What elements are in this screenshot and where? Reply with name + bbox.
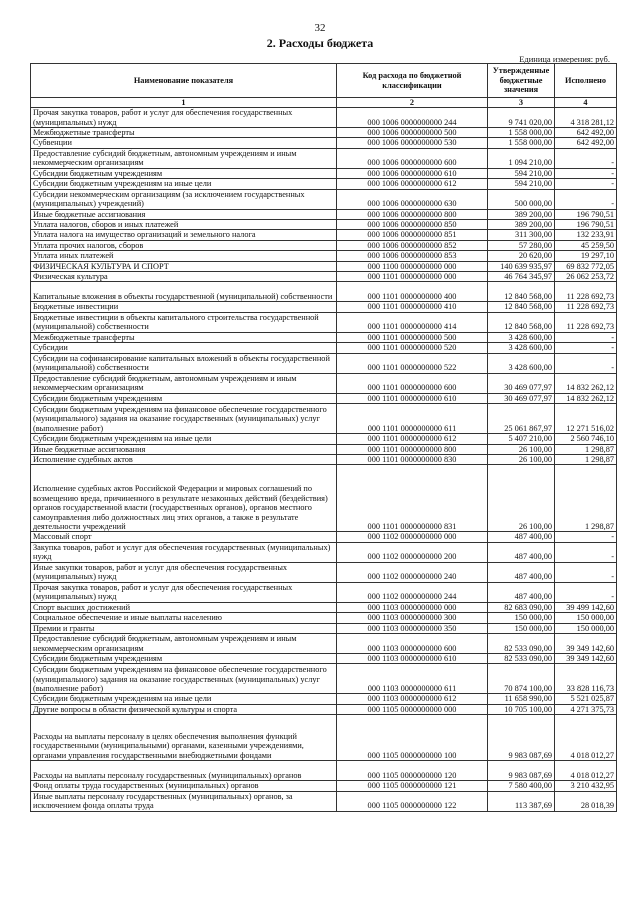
row-executed: 14 832 262,12 bbox=[555, 393, 617, 403]
row-approved: 594 210,00 bbox=[488, 168, 555, 178]
row-code: 000 1101 0000000000 611 bbox=[337, 404, 488, 434]
row-code: 000 1103 0000000000 610 bbox=[337, 653, 488, 663]
table-row bbox=[31, 791, 617, 811]
row-name: Массовый спорт bbox=[31, 532, 337, 542]
row-approved: 10 705 100,00 bbox=[488, 704, 555, 714]
table-row bbox=[31, 189, 617, 209]
row-approved: 140 639 935,97 bbox=[488, 261, 555, 271]
row-approved: 7 580 400,00 bbox=[488, 781, 555, 791]
row-code: 000 1103 0000000000 612 bbox=[337, 694, 488, 704]
row-executed: 4 018 012,27 bbox=[555, 715, 617, 761]
table-row bbox=[31, 261, 617, 271]
row-code: 000 1101 0000000000 610 bbox=[337, 393, 488, 403]
row-name: Иные закупки товаров, работ и услуг для обеспечения государственных (муниципальных) нужд bbox=[31, 562, 337, 582]
table-row bbox=[31, 148, 617, 168]
table-row bbox=[31, 542, 617, 562]
row-approved: 3 428 600,00 bbox=[488, 332, 555, 342]
row-code: 000 1101 0000000000 522 bbox=[337, 353, 488, 373]
row-code: 000 1102 0000000000 240 bbox=[337, 562, 488, 582]
row-name: Исполнение судебных актов bbox=[31, 454, 337, 464]
row-name: Бюджетные инвестиции bbox=[31, 302, 337, 312]
row-approved: 82 533 090,00 bbox=[488, 653, 555, 663]
row-approved: 9 741 020,00 bbox=[488, 108, 555, 128]
row-approved: 113 387,69 bbox=[488, 791, 555, 811]
row-code: 000 1006 0000000000 850 bbox=[337, 220, 488, 230]
row-code: 000 1102 0000000000 244 bbox=[337, 582, 488, 602]
row-name: Межбюджетные трансферты bbox=[31, 332, 337, 342]
row-name: Спорт высших достижений bbox=[31, 602, 337, 612]
row-name: Субвенции bbox=[31, 138, 337, 148]
header-approved: Утвержденные бюджетные значения bbox=[488, 64, 555, 98]
row-name: Субсидии некоммерческим организациям (за исключением государственных (муниципальных) учреждений) bbox=[31, 189, 337, 209]
row-executed: 1 298,87 bbox=[555, 465, 617, 532]
row-name: Фонд оплаты труда государственных (муниципальных) органов bbox=[31, 781, 337, 791]
row-code: 000 1103 0000000000 611 bbox=[337, 664, 488, 694]
row-executed: 196 790,51 bbox=[555, 220, 617, 230]
row-executed: 19 297,10 bbox=[555, 251, 617, 261]
row-name: Иные бюджетные ассигнования bbox=[31, 444, 337, 454]
row-code: 000 1101 0000000000 500 bbox=[337, 332, 488, 342]
row-code: 000 1006 0000000000 851 bbox=[337, 230, 488, 240]
row-executed: - bbox=[555, 353, 617, 373]
row-name: Субсидии бюджетным учреждениям на финансовое обеспечение государственного (муниципального) задания на оказание государственных (муниципальных) услуг (выполнение работ) bbox=[31, 664, 337, 694]
row-name: Субсидии бюджетным учреждениям bbox=[31, 393, 337, 403]
row-name: Субсидии на софинансирование капитальных вложений в объекты государственной (муниципальной) собственности bbox=[31, 353, 337, 373]
table-row bbox=[31, 209, 617, 219]
row-executed: 39 349 142,60 bbox=[555, 653, 617, 663]
row-code: 000 1006 0000000000 630 bbox=[337, 189, 488, 209]
row-code: 000 1103 0000000000 300 bbox=[337, 613, 488, 623]
column-number: 3 bbox=[488, 98, 555, 108]
row-approved: 150 000,00 bbox=[488, 613, 555, 623]
header-code: Код расхода по бюджетной классификации bbox=[337, 64, 488, 98]
row-code: 000 1006 0000000000 530 bbox=[337, 138, 488, 148]
row-executed: 14 832 262,12 bbox=[555, 373, 617, 393]
row-executed: 4 271 375,73 bbox=[555, 704, 617, 714]
row-approved: 487 400,00 bbox=[488, 542, 555, 562]
row-approved: 389 200,00 bbox=[488, 209, 555, 219]
table-row bbox=[31, 272, 617, 282]
units-label: Единица измерения: руб. bbox=[519, 54, 610, 64]
row-name: Субсидии bbox=[31, 343, 337, 353]
row-name: Субсидии бюджетным учреждениям на финансовое обеспечение государственного (муниципального) задания на оказание государственных (муниципальных) услуг (выполнение работ) bbox=[31, 404, 337, 434]
column-number: 2 bbox=[337, 98, 488, 108]
row-name: Социальное обеспечение и иные выплаты населению bbox=[31, 613, 337, 623]
row-executed: - bbox=[555, 189, 617, 209]
table-row bbox=[31, 373, 617, 393]
row-code: 000 1006 0000000000 853 bbox=[337, 251, 488, 261]
table-row bbox=[31, 633, 617, 653]
row-code: 000 1101 0000000000 600 bbox=[337, 373, 488, 393]
row-name: Бюджетные инвестиции в объекты капитального строительства государственной (муниципальной) собственности bbox=[31, 312, 337, 332]
row-approved: 11 658 990,00 bbox=[488, 694, 555, 704]
row-executed: 45 259,50 bbox=[555, 240, 617, 250]
row-code: 000 1006 0000000000 800 bbox=[337, 209, 488, 219]
row-approved: 594 210,00 bbox=[488, 179, 555, 189]
row-executed: 39 349 142,60 bbox=[555, 633, 617, 653]
table-row bbox=[31, 602, 617, 612]
row-approved: 487 400,00 bbox=[488, 582, 555, 602]
row-code: 000 1006 0000000000 600 bbox=[337, 148, 488, 168]
table-row bbox=[31, 434, 617, 444]
row-executed: 69 832 772,05 bbox=[555, 261, 617, 271]
row-name: Прочая закупка товаров, работ и услуг для обеспечения государственных (муниципальных) нужд bbox=[31, 108, 337, 128]
row-name: Субсидии бюджетным учреждениям bbox=[31, 168, 337, 178]
row-code: 000 1101 0000000000 400 bbox=[337, 282, 488, 302]
table-row bbox=[31, 353, 617, 373]
row-name: Предоставление субсидий бюджетным, автономным учреждениям и иным некоммерческим организациям bbox=[31, 373, 337, 393]
row-executed: 12 271 516,02 bbox=[555, 404, 617, 434]
row-approved: 1 558 000,00 bbox=[488, 138, 555, 148]
row-approved: 5 407 210,00 bbox=[488, 434, 555, 444]
row-executed: 11 228 692,73 bbox=[555, 312, 617, 332]
row-executed: 26 062 253,72 bbox=[555, 272, 617, 282]
row-name: Иные бюджетные ассигнования bbox=[31, 209, 337, 219]
table-row bbox=[31, 454, 617, 464]
row-code: 000 1105 0000000000 120 bbox=[337, 761, 488, 781]
row-name: Физическая культура bbox=[31, 272, 337, 282]
table-row bbox=[31, 465, 617, 532]
column-number: 1 bbox=[31, 98, 337, 108]
page-title: 2. Расходы бюджета bbox=[266, 36, 374, 50]
row-approved: 150 000,00 bbox=[488, 623, 555, 633]
row-approved: 57 280,00 bbox=[488, 240, 555, 250]
row-code: 000 1101 0000000000 000 bbox=[337, 272, 488, 282]
row-code: 000 1103 0000000000 600 bbox=[337, 633, 488, 653]
row-approved: 26 100,00 bbox=[488, 444, 555, 454]
row-code: 000 1103 0000000000 350 bbox=[337, 623, 488, 633]
row-name: Уплата иных платежей bbox=[31, 251, 337, 261]
row-approved: 487 400,00 bbox=[488, 532, 555, 542]
row-executed: - bbox=[555, 532, 617, 542]
table-row bbox=[31, 404, 617, 434]
row-approved: 30 469 077,97 bbox=[488, 373, 555, 393]
row-code: 000 1006 0000000000 610 bbox=[337, 168, 488, 178]
row-executed: 1 298,87 bbox=[555, 444, 617, 454]
row-code: 000 1101 0000000000 831 bbox=[337, 465, 488, 532]
row-executed: - bbox=[555, 542, 617, 562]
row-name: Предоставление субсидий бюджетным, автономным учреждениям и иным некоммерческим организациям bbox=[31, 148, 337, 168]
row-executed: 196 790,51 bbox=[555, 209, 617, 219]
row-executed: 33 828 116,73 bbox=[555, 664, 617, 694]
table-row bbox=[31, 240, 617, 250]
row-code: 000 1103 0000000000 000 bbox=[337, 602, 488, 612]
row-executed: 150 000,00 bbox=[555, 623, 617, 633]
table-row bbox=[31, 623, 617, 633]
row-approved: 26 100,00 bbox=[488, 454, 555, 464]
row-name: Субсидии бюджетным учреждениям на иные цели bbox=[31, 179, 337, 189]
table-row bbox=[31, 230, 617, 240]
row-executed: - bbox=[555, 179, 617, 189]
row-approved: 25 061 867,97 bbox=[488, 404, 555, 434]
row-executed: - bbox=[555, 343, 617, 353]
row-name: Другие вопросы в области физической культуры и спорта bbox=[31, 704, 337, 714]
page-number: 32 bbox=[314, 22, 326, 34]
table-row bbox=[31, 393, 617, 403]
table-row bbox=[31, 332, 617, 342]
row-name: ФИЗИЧЕСКАЯ КУЛЬТУРА И СПОРТ bbox=[31, 261, 337, 271]
table-row bbox=[31, 302, 617, 312]
row-approved: 26 100,00 bbox=[488, 465, 555, 532]
row-executed: 3 210 432,95 bbox=[555, 781, 617, 791]
row-name: Субсидии бюджетным учреждениям bbox=[31, 653, 337, 663]
row-approved: 1 558 000,00 bbox=[488, 128, 555, 138]
row-code: 000 1006 0000000000 852 bbox=[337, 240, 488, 250]
row-executed: 28 018,39 bbox=[555, 791, 617, 811]
row-approved: 12 840 568,00 bbox=[488, 312, 555, 332]
row-name: Уплата налогов, сборов и иных платежей bbox=[31, 220, 337, 230]
row-code: 000 1101 0000000000 414 bbox=[337, 312, 488, 332]
row-name: Уплата налога на имущество организаций и земельного налога bbox=[31, 230, 337, 240]
row-name: Исполнение судебных актов Российской Федерации и мировых соглашений по возмещению вреда, причиненного в результате незаконных действий (бездействия) органов государственной власти (государственных органов), органов местного самоуправления либо должностных лиц этих органов, а также в результате деятельности учреждений bbox=[31, 465, 337, 532]
row-executed: 4 318 281,12 bbox=[555, 108, 617, 128]
row-code: 000 1100 0000000000 000 bbox=[337, 261, 488, 271]
row-approved: 500 000,00 bbox=[488, 189, 555, 209]
row-executed: 642 492,00 bbox=[555, 128, 617, 138]
row-executed: - bbox=[555, 582, 617, 602]
table-row bbox=[31, 282, 617, 302]
row-executed: 132 233,91 bbox=[555, 230, 617, 240]
row-executed: 5 521 025,87 bbox=[555, 694, 617, 704]
row-code: 000 1105 0000000000 000 bbox=[337, 704, 488, 714]
row-executed: - bbox=[555, 562, 617, 582]
table-row bbox=[31, 312, 617, 332]
row-code: 000 1105 0000000000 121 bbox=[337, 781, 488, 791]
table-row bbox=[31, 168, 617, 178]
table-row bbox=[31, 653, 617, 663]
row-code: 000 1101 0000000000 830 bbox=[337, 454, 488, 464]
row-name: Предоставление субсидий бюджетным, автономным учреждениям и иным некоммерческим организациям bbox=[31, 633, 337, 653]
row-name: Закупка товаров, работ и услуг для обеспечения государственных (муниципальных) нужд bbox=[31, 542, 337, 562]
row-approved: 9 983 087,69 bbox=[488, 761, 555, 781]
row-approved: 9 983 087,69 bbox=[488, 715, 555, 761]
row-code: 000 1006 0000000000 612 bbox=[337, 179, 488, 189]
row-approved: 30 469 077,97 bbox=[488, 393, 555, 403]
row-executed: 11 228 692,73 bbox=[555, 302, 617, 312]
row-code: 000 1105 0000000000 122 bbox=[337, 791, 488, 811]
row-approved: 12 840 568,00 bbox=[488, 302, 555, 312]
header-name: Наименование показателя bbox=[31, 64, 337, 98]
row-executed: 150 000,00 bbox=[555, 613, 617, 623]
row-approved: 46 764 345,97 bbox=[488, 272, 555, 282]
row-name: Расходы на выплаты персоналу государственных (муниципальных) органов bbox=[31, 761, 337, 781]
row-code: 000 1101 0000000000 800 bbox=[337, 444, 488, 454]
table-row bbox=[31, 444, 617, 454]
table-row bbox=[31, 532, 617, 542]
row-code: 000 1101 0000000000 520 bbox=[337, 343, 488, 353]
row-name: Капитальные вложения в объекты государственной (муниципальной) собственности bbox=[31, 282, 337, 302]
table-row bbox=[31, 613, 617, 623]
row-approved: 82 683 090,00 bbox=[488, 602, 555, 612]
row-executed: - bbox=[555, 148, 617, 168]
row-name: Премии и гранты bbox=[31, 623, 337, 633]
table-row bbox=[31, 694, 617, 704]
row-executed: 1 298,87 bbox=[555, 454, 617, 464]
expenses-table bbox=[30, 63, 617, 812]
row-name: Иные выплаты персоналу государственных (муниципальных) органов, за исключением фонда оплаты труда bbox=[31, 791, 337, 811]
row-approved: 1 094 210,00 bbox=[488, 148, 555, 168]
row-approved: 3 428 600,00 bbox=[488, 353, 555, 373]
table-row bbox=[31, 761, 617, 781]
table-row bbox=[31, 582, 617, 602]
table-row bbox=[31, 343, 617, 353]
row-executed: - bbox=[555, 332, 617, 342]
row-approved: 487 400,00 bbox=[488, 562, 555, 582]
table-row bbox=[31, 138, 617, 148]
row-code: 000 1101 0000000000 410 bbox=[337, 302, 488, 312]
table-row bbox=[31, 251, 617, 261]
table-row bbox=[31, 562, 617, 582]
row-name: Уплата прочих налогов, сборов bbox=[31, 240, 337, 250]
row-approved: 20 620,00 bbox=[488, 251, 555, 261]
row-approved: 70 874 100,00 bbox=[488, 664, 555, 694]
row-code: 000 1006 0000000000 500 bbox=[337, 128, 488, 138]
row-executed: 4 018 012,27 bbox=[555, 761, 617, 781]
row-executed: 11 228 692,73 bbox=[555, 282, 617, 302]
row-code: 000 1102 0000000000 000 bbox=[337, 532, 488, 542]
row-approved: 311 300,00 bbox=[488, 230, 555, 240]
table-row bbox=[31, 704, 617, 714]
header-row bbox=[31, 64, 617, 98]
row-code: 000 1105 0000000000 100 bbox=[337, 715, 488, 761]
table-row bbox=[31, 108, 617, 128]
table-row bbox=[31, 220, 617, 230]
row-approved: 3 428 600,00 bbox=[488, 343, 555, 353]
row-approved: 82 533 090,00 bbox=[488, 633, 555, 653]
row-name: Прочая закупка товаров, работ и услуг для обеспечения государственных (муниципальных) нужд bbox=[31, 582, 337, 602]
row-executed: 39 499 142,60 bbox=[555, 602, 617, 612]
column-number-row bbox=[31, 98, 617, 108]
row-executed: - bbox=[555, 168, 617, 178]
column-number: 4 bbox=[555, 98, 617, 108]
row-code: 000 1102 0000000000 200 bbox=[337, 542, 488, 562]
table-row bbox=[31, 128, 617, 138]
row-executed: 642 492,00 bbox=[555, 138, 617, 148]
table-row bbox=[31, 179, 617, 189]
row-code: 000 1006 0000000000 244 bbox=[337, 108, 488, 128]
table-row bbox=[31, 664, 617, 694]
row-approved: 12 840 568,00 bbox=[488, 282, 555, 302]
table-row bbox=[31, 715, 617, 761]
row-name: Субсидии бюджетным учреждениям на иные цели bbox=[31, 694, 337, 704]
row-approved: 389 200,00 bbox=[488, 220, 555, 230]
row-name: Расходы на выплаты персоналу в целях обеспечения выполнения функций государственными (муниципальными) органами, казенными учреждениями, органами управления государственными внебюджетными фондами bbox=[31, 715, 337, 761]
row-name: Субсидии бюджетным учреждениям на иные цели bbox=[31, 434, 337, 444]
row-executed: 2 560 746,10 bbox=[555, 434, 617, 444]
row-name: Межбюджетные трансферты bbox=[31, 128, 337, 138]
row-code: 000 1101 0000000000 612 bbox=[337, 434, 488, 444]
header-executed: Исполнено bbox=[555, 64, 617, 98]
table-row bbox=[31, 781, 617, 791]
